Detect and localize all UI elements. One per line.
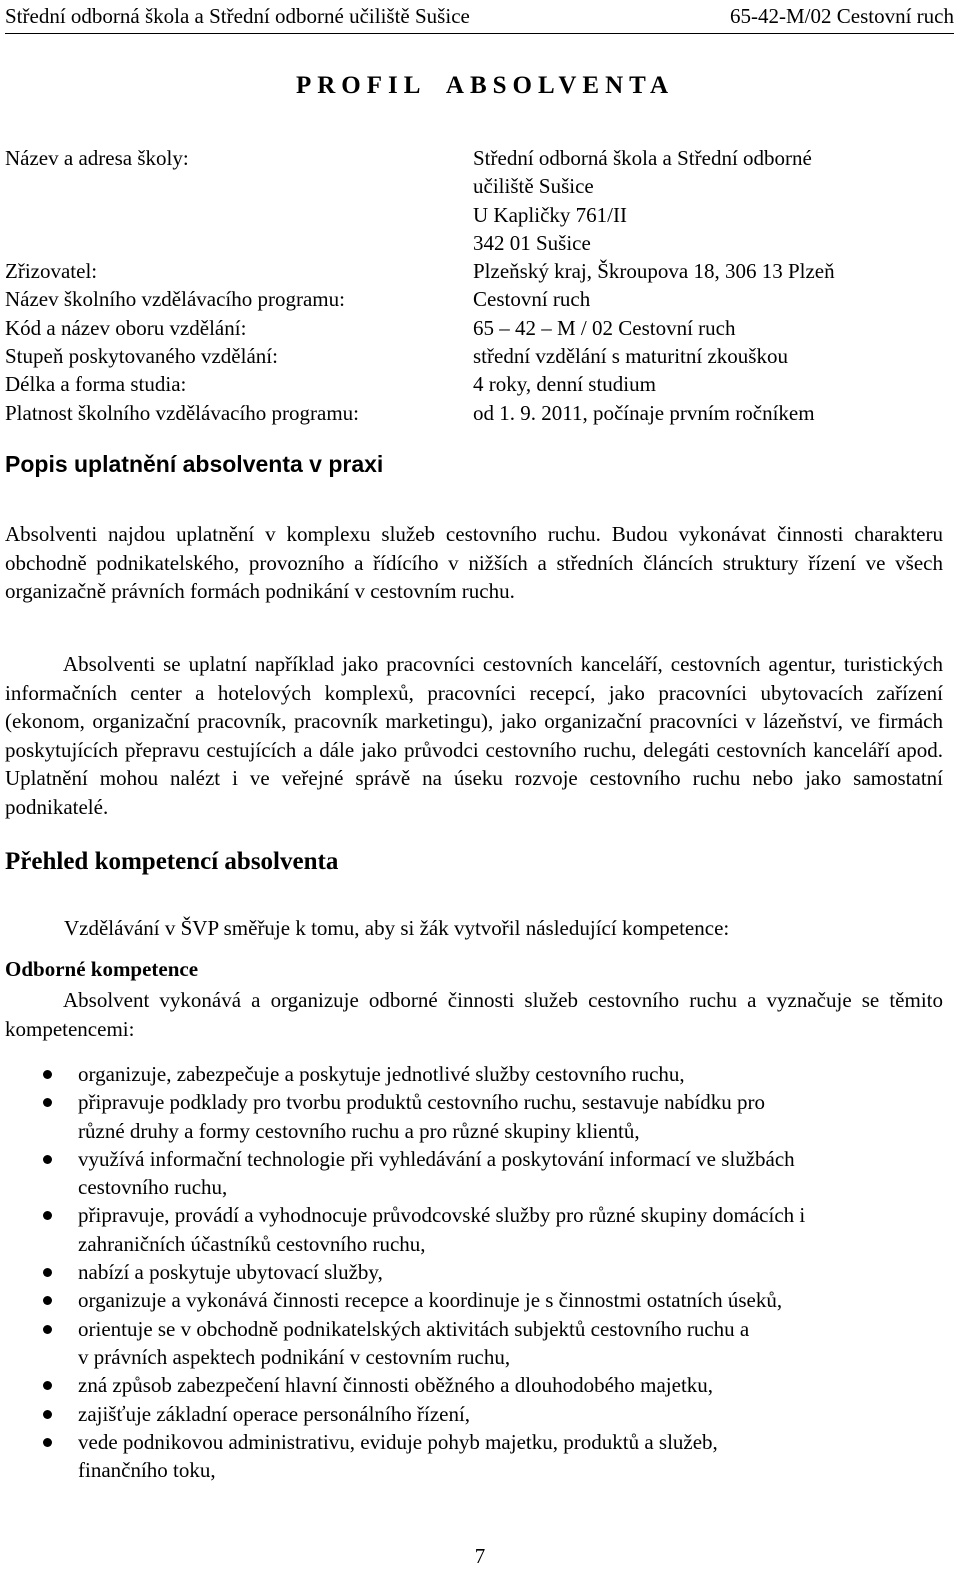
competence-item-line: zná způsob zabezpečení hlavní činnosti oběžného a dlouhodobého majetku,	[78, 1373, 714, 1398]
info-value	[473, 285, 955, 313]
competence-item-line: nabízí a poskytuje ubytovací služby,	[78, 1260, 383, 1285]
competence-item	[5, 1286, 943, 1314]
competence-item-line: různé druhy a formy cestovního ruchu a pro různé skupiny klientů,	[78, 1118, 640, 1143]
competence-item-line: zajišťuje základní operace personálního řízení,	[78, 1401, 471, 1426]
bullet-icon	[43, 1325, 52, 1334]
info-label: Platnost školního vzdělávacího programu:	[5, 400, 360, 425]
info-value-line: 342 01 Sušice	[473, 230, 591, 255]
info-value-line: střední vzdělání s maturitní zkouškou	[473, 344, 788, 369]
info-value-line: U Kapličky 761/II	[473, 202, 627, 227]
info-row	[5, 314, 955, 342]
info-row	[5, 144, 955, 257]
subheading-professional-competences: Odborné kompetence	[5, 957, 199, 981]
info-label: Stupeň poskytovaného vzdělání:	[5, 344, 278, 369]
competence-item-line: v právních aspektech podnikání v cestovním ruchu,	[78, 1344, 511, 1369]
competence-item	[5, 1428, 943, 1485]
info-label: Zřizovatel:	[5, 259, 98, 284]
competence-item-line: organizuje, zabezpečuje a poskytuje jednotlivé služby cestovního ruchu,	[78, 1062, 685, 1086]
info-label: Název a adresa školy:	[5, 146, 189, 170]
info-value-line: Střední odborná škola a Střední odborné	[473, 146, 812, 170]
info-value-line: učiliště Sušice	[473, 174, 594, 199]
competence-item-line: využívá informační technologie při vyhledávání a poskytování informací ve službách	[78, 1146, 795, 1171]
info-label: Délka a forma studia:	[5, 372, 187, 397]
competence-item-line: připravuje, provádí a vyhodnocuje průvodcovské služby pro různé skupiny domácích i	[78, 1203, 806, 1228]
competence-item-line: orientuje se v obchodně podnikatelských aktivitách subjektů cestovního ruchu a	[78, 1316, 750, 1341]
competence-item	[5, 1258, 943, 1286]
competence-item	[5, 1201, 943, 1258]
info-value-line: 4 roky, denní studium	[473, 372, 656, 397]
employment-paragraph-1: Absolventi najdou uplatnění v komplexu služeb cestovního ruchu. Budou vykonávat činnosti charakteru obchodně podnikatelského, provozního a řídícího v nižších a středních článcích struktury řízení ve všech organizačně právních formách podnikání v cestovním ruchu.	[5, 522, 943, 603]
school-info-table	[5, 144, 955, 427]
section-heading-employment: Popis uplatnění absolventa v praxi	[5, 451, 384, 477]
info-value	[473, 342, 955, 370]
bullet-icon	[43, 1381, 52, 1390]
info-row	[5, 370, 955, 398]
info-value	[473, 144, 955, 257]
info-value	[473, 314, 955, 342]
professional-competences-intro: Absolvent vykonává a organizuje odborné činnosti služeb cestovního ruchu a vyznačuje se těmito kompetencemi:	[5, 988, 943, 1041]
competence-item	[5, 1400, 943, 1428]
info-value-line: Cestovní ruch	[473, 287, 591, 312]
info-label: Kód a název oboru vzdělání:	[5, 315, 247, 340]
page-title: PROFIL ABSOLVENTA	[295, 72, 675, 99]
page-number: 7	[474, 1544, 486, 1568]
header-program-code: 65-42-M/02 Cestovní ruch	[730, 4, 954, 28]
header-divider	[5, 33, 954, 34]
competence-item	[5, 1315, 943, 1372]
competence-item-line: vede podnikovou administrativu, eviduje pohyb majetku, produktů a služeb,	[78, 1429, 718, 1454]
competence-item	[5, 1145, 943, 1202]
bullet-icon	[43, 1155, 52, 1164]
competence-item-line: organizuje a vykonává činnosti recepce a koordinuje je s činnostmi ostatních úseků,	[78, 1288, 783, 1313]
info-value-line: Plzeňský kraj, Škroupova 18, 306 13 Plzeň	[473, 259, 835, 284]
bullet-icon	[43, 1098, 52, 1107]
competence-item	[5, 1060, 943, 1088]
competence-item-line: cestovního ruchu,	[78, 1175, 228, 1200]
employment-paragraph-2: Absolventi se uplatní například jako pracovníci cestovních kanceláří, cestovních agentur, turistických informačních center a hotelových komplexů, pracovníci recepcí, jako pracovníci ubytovacích zařízení (ekonom, organizační pracovník, pracovník marketingu), jako organizační pracovníci v lázeňství, ve firmách poskytujících přepravu cestujících a dále jako průvodci cestovního ruchu, delegáti cestovních kanceláří apod. Uplatnění mohou nalézt i ve veřejné správě na úseku rozvoje cestovního ruchu nebo jako samostatní podnikatelé.	[5, 652, 943, 819]
bullet-icon	[43, 1070, 52, 1079]
section-heading-competences: Přehled kompetencí absolventa	[5, 848, 339, 875]
info-value	[473, 370, 955, 398]
competences-intro: Vzdělávání v ŠVP směřuje k tomu, aby si žák vytvořil následující kompetence:	[64, 916, 730, 940]
info-row	[5, 257, 955, 285]
bullet-icon	[43, 1211, 52, 1220]
bullet-icon	[43, 1438, 52, 1447]
header-school-name: Střední odborná škola a Střední odborné učiliště Sušice	[5, 4, 470, 28]
info-row	[5, 342, 955, 370]
info-label: Název školního vzdělávacího programu:	[5, 287, 345, 312]
competence-item	[5, 1088, 943, 1145]
page-header	[5, 2, 954, 32]
competence-item	[5, 1371, 943, 1399]
info-value-line: 65 – 42 – M / 02 Cestovní ruch	[473, 315, 736, 340]
info-value	[473, 257, 955, 285]
competence-item-line: připravuje podklady pro tvorbu produktů cestovního ruchu, sestavuje nabídku pro	[78, 1090, 766, 1115]
bullet-icon	[43, 1410, 52, 1419]
bullet-icon	[43, 1296, 52, 1305]
info-row	[5, 399, 955, 427]
competence-item-line: zahraničních účastníků cestovního ruchu,	[78, 1231, 426, 1256]
competence-item-line: finančního toku,	[78, 1458, 216, 1483]
info-value	[473, 399, 955, 427]
info-row	[5, 285, 955, 313]
info-value-line: od 1. 9. 2011, počínaje prvním ročníkem	[473, 400, 815, 425]
bullet-icon	[43, 1268, 52, 1277]
competence-list	[5, 1060, 943, 1484]
